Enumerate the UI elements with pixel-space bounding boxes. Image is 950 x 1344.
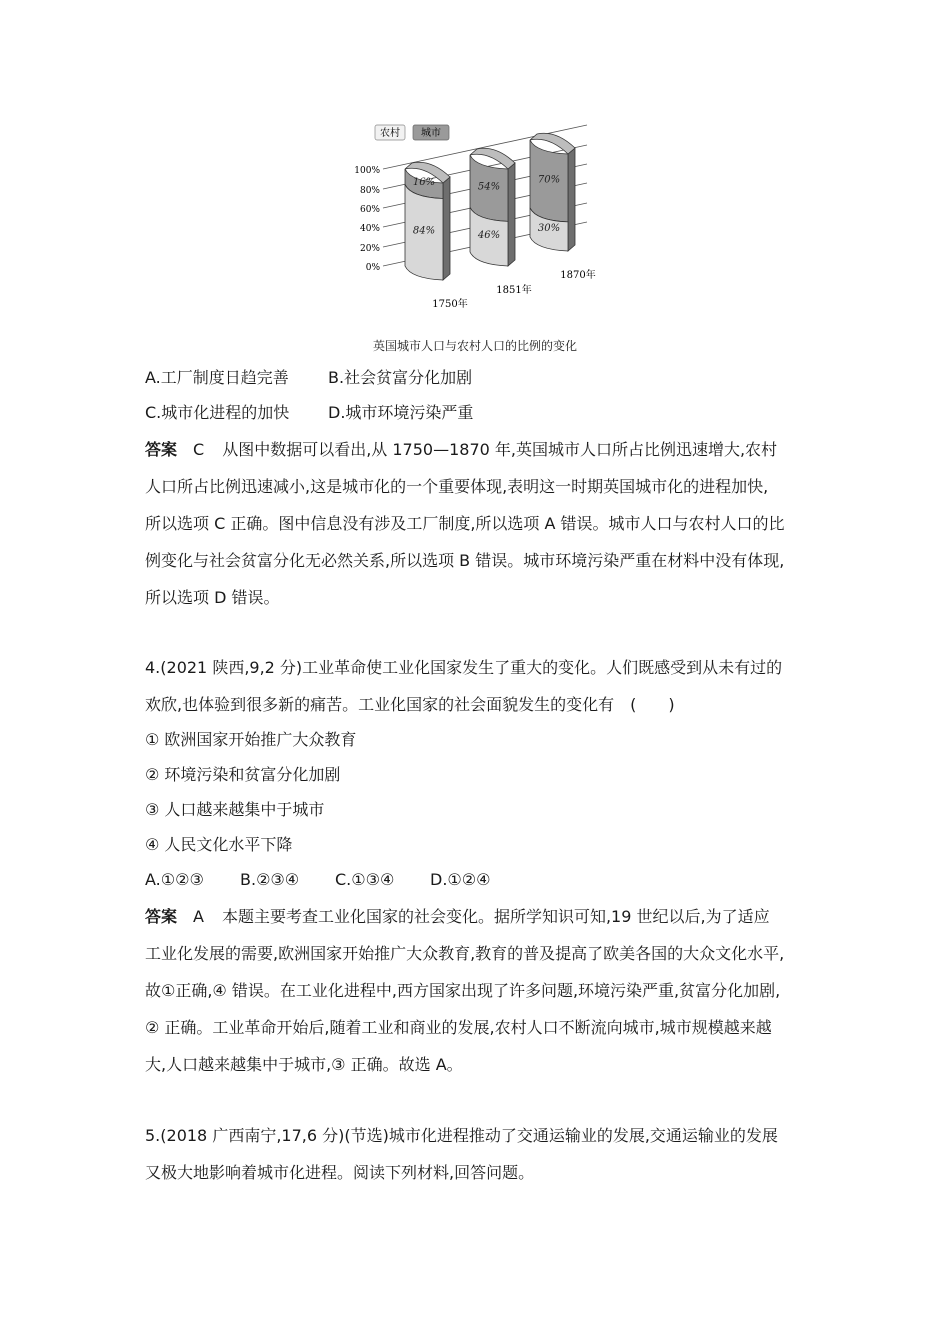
chart-caption: 英国城市人口与农村人口的比例的变化 — [372, 339, 577, 353]
q4-explanation-line: 大,人口越来越集中于城市,③ 正确。故选 A。 — [145, 1055, 463, 1074]
q3-explanation-line: 所以选项 D 错误。 — [145, 588, 280, 607]
y-tick-label: 0% — [365, 263, 380, 273]
bar-1750年 — [405, 162, 450, 280]
q4-item: ② 环境污染和贫富分化加剧 — [145, 765, 341, 784]
q4-option-a: A.①②③ — [145, 870, 204, 889]
legend-label-rural: 农村 — [380, 128, 400, 139]
answer-letter: C — [193, 440, 205, 459]
data-label-rural: 84% — [412, 225, 436, 237]
q4-option-d: D.①②④ — [430, 870, 491, 889]
q4-option-b: B.②③④ — [240, 870, 300, 889]
q4-answer-line — [145, 907, 770, 927]
y-axis-ticks — [354, 166, 380, 273]
q3-option-a: A.工厂制度日趋完善 — [145, 368, 289, 387]
bar-side-face — [508, 163, 515, 266]
q4-explanation-line: 故①正确,④ 错误。在工业化进程中,西方国家出现了许多问题,环境污染严重,贫富分化加剧, — [145, 981, 781, 1000]
q5-stem-line: 5.(2018 广西南宁,17,6 分)(节选)城市化进程推动了交通运输业的发展,交通运输业的发展 — [145, 1126, 778, 1145]
q5-stem-line: 又极大地影响着城市化进程。阅读下列材料,回答问题。 — [145, 1163, 535, 1182]
bar-1851年 — [470, 148, 515, 266]
q3-option-c: C.城市化进程的加快 — [145, 403, 290, 422]
y-tick-label: 40% — [359, 224, 380, 234]
q3-option-b: B.社会贫富分化加剧 — [328, 368, 473, 387]
q4-item: ① 欧洲国家开始推广大众教育 — [145, 730, 357, 749]
population-ratio-chart — [350, 115, 600, 320]
q4-item: ④ 人民文化水平下降 — [145, 835, 293, 854]
y-tick-label: 100% — [354, 166, 380, 176]
answer-letter: A — [193, 907, 204, 926]
answer-label: 答案 — [145, 440, 178, 459]
data-label-urban: 70% — [537, 174, 561, 186]
q3-explanation-line: 人口所占比例迅速减小,这是城市化的一个重要体现,表明这一时期英国城市化的进程加快, — [145, 477, 769, 496]
q4-stem-line: 欢欣,也体验到很多新的痛苦。工业化国家的社会面貌发生的变化有 ( ) — [145, 695, 675, 714]
q3-answer-line — [145, 440, 777, 460]
q4-stem-line: 4.(2021 陕西,9,2 分)工业革命使工业化国家发生了重大的变化。人们既感受到从未有过的 — [145, 658, 783, 677]
bar-side-face — [443, 177, 450, 280]
bar-side-face — [568, 148, 575, 251]
data-label-urban: 16% — [412, 177, 436, 189]
answer-label: 答案 — [145, 907, 178, 926]
q4-explanation-line: ② 正确。工业革命开始后,随着工业和商业的发展,农村人口不断流向城市,城市规模越来越 — [145, 1018, 772, 1037]
bar-1870年 — [530, 133, 575, 251]
q4-explanation-line: 工业化发展的需要,欧洲国家开始推广大众教育,教育的普及提高了欧美各国的大众文化水平, — [145, 944, 785, 963]
data-label-rural: 30% — [537, 222, 561, 234]
legend-label-urban: 城市 — [421, 128, 441, 139]
q4-option-c: C.①③④ — [335, 870, 395, 889]
q3-explanation-line: 所以选项 C 正确。图中信息没有涉及工厂制度,所以选项 A 错误。城市人口与农村人口的比 — [145, 514, 785, 533]
y-tick-label: 20% — [359, 244, 380, 254]
q3-option-d: D.城市环境污染严重 — [328, 403, 474, 422]
q4-item: ③ 人口越来越集中于城市 — [145, 800, 325, 819]
y-tick-label: 80% — [359, 186, 380, 196]
q4-explanation-line: 本题主要考查工业化国家的社会变化。据所学知识可知,19 世纪以后,为了适应 — [221, 907, 770, 926]
data-label-urban: 54% — [477, 181, 501, 193]
y-tick-label: 60% — [359, 205, 380, 215]
category-label-1851: 1851年 — [496, 285, 532, 296]
category-label-1750: 1750年 — [432, 299, 468, 310]
q3-explanation-line: 从图中数据可以看出,从 1750—1870 年,英国城市人口所占比例迅速增大,农村 — [222, 440, 778, 459]
data-label-rural: 46% — [477, 230, 501, 242]
category-label-1870: 1870年 — [560, 270, 596, 281]
q3-explanation-line: 例变化与社会贫富分化无必然关系,所以选项 B 错误。城市环境污染严重在材料中没有体现, — [145, 551, 785, 570]
